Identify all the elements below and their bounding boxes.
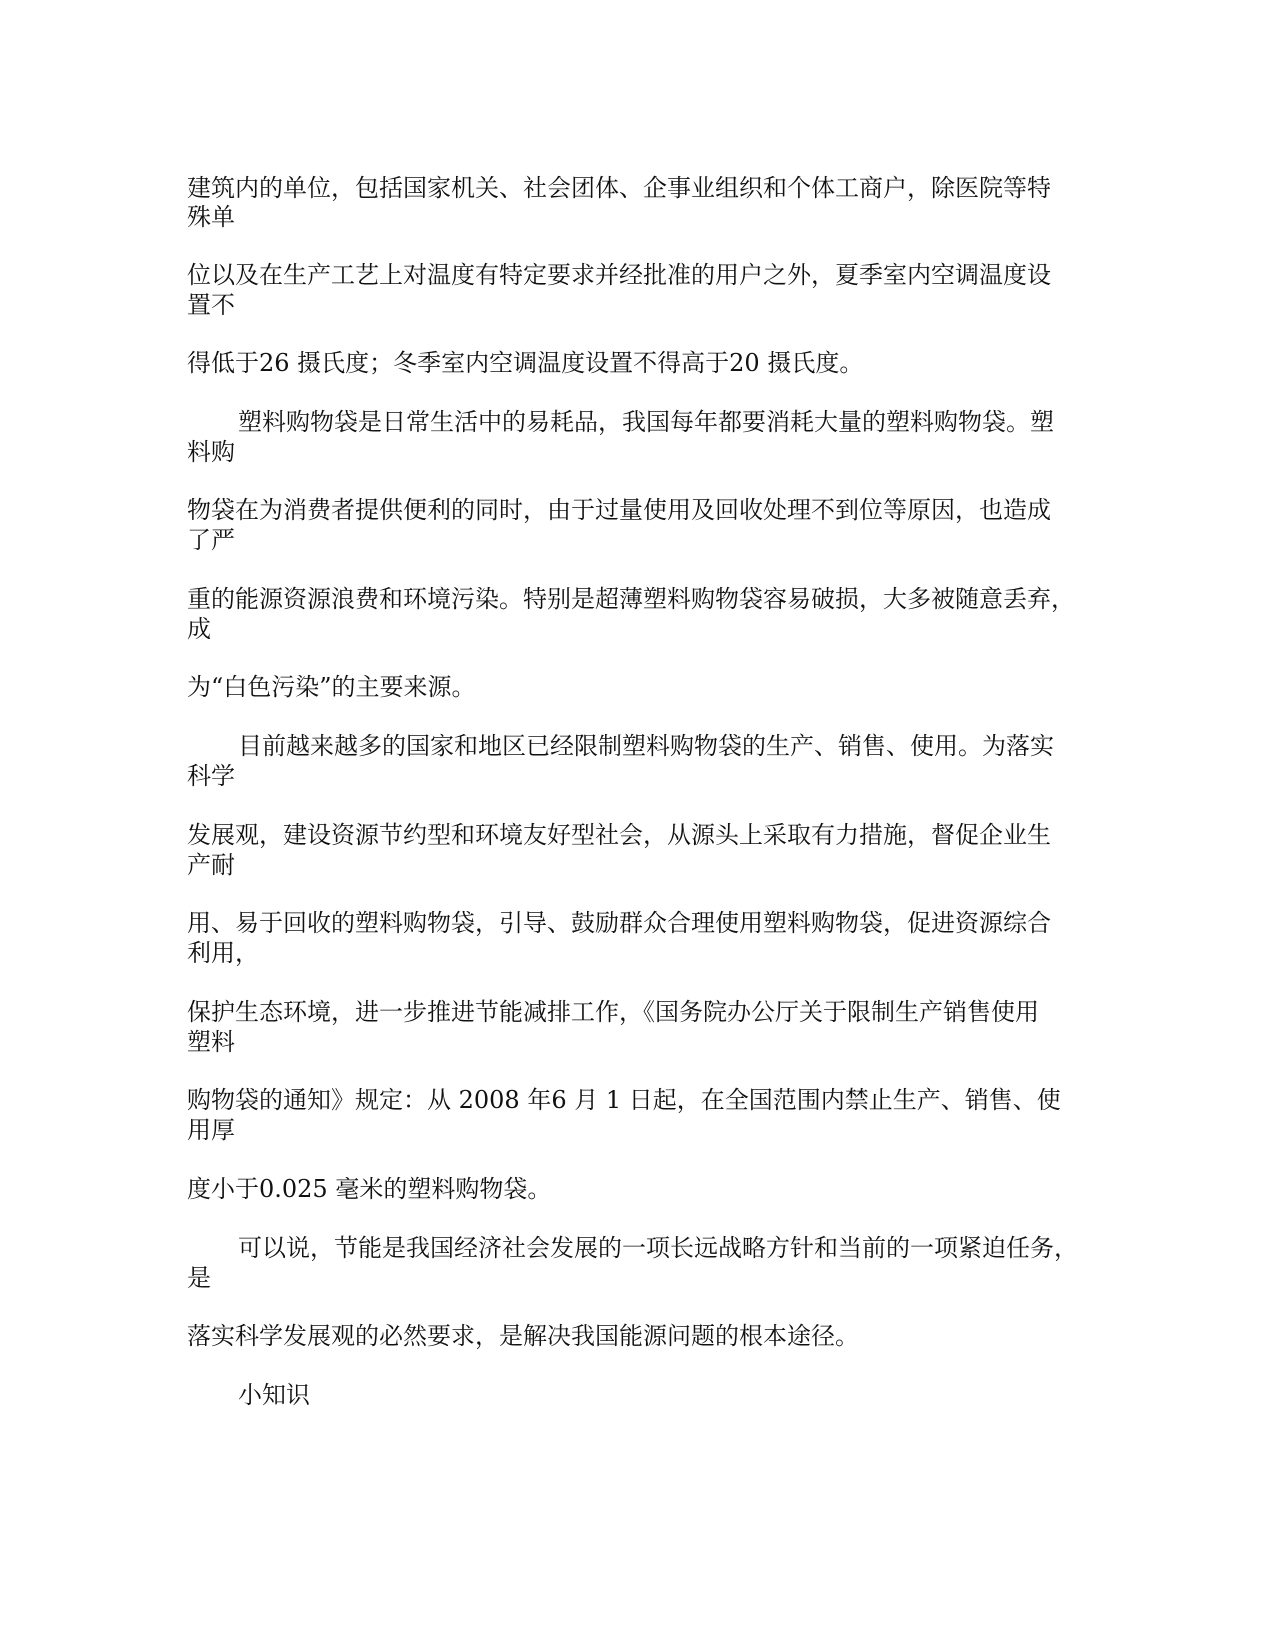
text-line: 科学 (187, 762, 235, 790)
text-line: 重的能源资源浪费和环境污染。特别是超薄塑料购物袋容易破损，大多被随意丢弃， (187, 585, 1075, 613)
text-line: 落实科学发展观的必然要求，是解决我国能源问题的根本途径。 (187, 1322, 859, 1350)
paragraph-start-line: 目前越来越多的国家和地区已经限制塑料购物袋的生产、销售、使用。为落实 (238, 732, 1054, 760)
text-line: 利用， (187, 939, 259, 967)
text-line: 塑料 (187, 1028, 235, 1056)
text-line: 殊单 (187, 203, 235, 231)
text-line: 了严 (187, 526, 235, 554)
text-line: 建筑内的单位，包括国家机关、社会团体、企事业组织和个体工商户，除医院等特 (187, 174, 1051, 202)
text-line: 得低于26 摄氏度；冬季室内空调温度设置不得高于20 摄氏度。 (187, 349, 864, 377)
text-line: 置不 (187, 291, 235, 319)
text-line: 料购 (187, 438, 235, 466)
paragraph-start-line: 可以说，节能是我国经济社会发展的一项长远战略方针和当前的一项紧迫任务， (238, 1234, 1078, 1262)
text-line: 成 (187, 615, 211, 643)
paragraph-start-line: 塑料购物袋是日常生活中的易耗品，我国每年都要消耗大量的塑料购物袋。塑 (238, 408, 1054, 436)
text-line: 保护生态环境，进一步推进节能减排工作，《国务院办公厅关于限制生产销售使用 (187, 998, 1039, 1026)
text-line: 发展观，建设资源节约型和环境友好型社会，从源头上采取有力措施，督促企业生 (187, 821, 1051, 849)
text-line: 用厚 (187, 1116, 235, 1144)
text-line: 为“白色污染”的主要来源。 (187, 673, 476, 701)
text-line: 产耐 (187, 851, 235, 879)
text-line: 位以及在生产工艺上对温度有特定要求并经批准的用户之外，夏季室内空调温度设 (187, 261, 1051, 289)
text-line: 度小于0.025 毫米的塑料购物袋。 (187, 1175, 552, 1203)
text-line: 物袋在为消费者提供便利的同时，由于过量使用及回收处理不到位等原因，也造成 (187, 496, 1051, 524)
text-line: 用、易于回收的塑料购物袋，引导、鼓励群众合理使用塑料购物袋，促进资源综合 (187, 909, 1051, 937)
text-line: 购物袋的通知》规定：从 2008 年6 月 1 日起，在全国范围内禁止生产、销售、使 (187, 1086, 1061, 1114)
text-line: 是 (187, 1264, 211, 1292)
section-heading: 小知识 (238, 1381, 310, 1409)
